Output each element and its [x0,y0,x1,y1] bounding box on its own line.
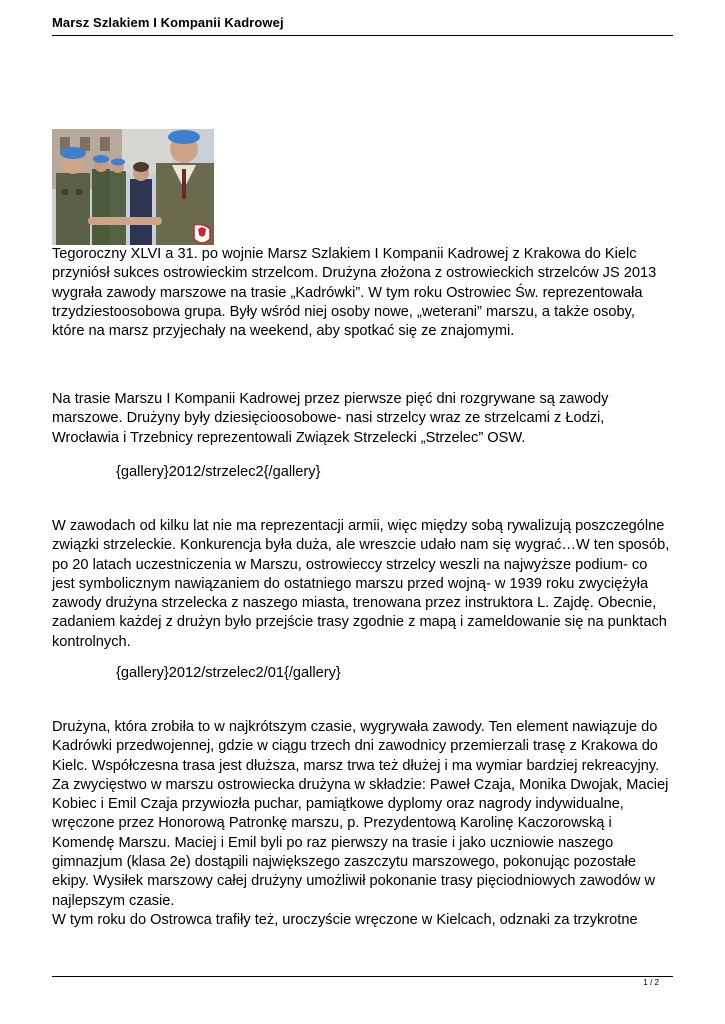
photo-soldiers-handshake-icon [52,129,214,245]
paragraph-text: Drużyna, która zrobiła to w najkrótszym czasie, wygrywała zawody. Ten element nawiązuje do Kadrówki przedwojennej, gdzie w ciągu trzech dni zawodnicy przemierzali trasę z Krakowa do Kielc. Współczesna trasa jest dłuższa, marsz trwa też dłużej i ma wymiar bardziej rekreacyjny. Za zwycięstwo w marszu ostrowiecka drużyna w składzie: Paweł Czaja, Monika Dwojak, Maciej Kobiec i Emil Czaja przywiozła puchar, pamiątkowe dyplomy oraz nagrody indywidualne, wręczone przez Honorową Patronkę marszu, p. Prezydentową Karolinę Kaczorowską i Komendę Marszu. Maciej i Emil byli po raz pierwszy na trasie i jako uczniowie naszego gimnazjum (klasa 2e) dostąpili największego zaszczytu marszowego, pokonując pozostałe ekipy. Wysiłek marszowy całej drużyny umożliwił pokonanie trasy pięciodniowych zawodów w najlepszym czasie. W tym roku do Ostrowca trafiły też, uroczyście wręczone w Kielcach, odznaki za trzykrotne [52,719,669,928]
gallery-tag-2: {gallery}2012/strzelec2/01{/gallery} [116,665,341,681]
paragraph-text: Tegoroczny XLVI a 31. po wojnie Marsz Szlakiem I Kompanii Kadrowej z Krakowa do Kielc przyniósł sukces ostrowieckim strzelcom. Drużyna złożona z ostrowieckich strzelców JS 2013 wygrała zawody marszowe na trasie „Kadrówki”. W tym roku Ostrowiec Św. reprezentowała trzydziestoosobowa grupa. Były wśród niej osoby nowe, „weterani” marszu, a także osoby, które na marsz przyjechały na weekend, aby spotkać się ze znajomymi. [52,246,657,340]
page-header-title: Marsz Szlakiem I Kompanii Kadrowej [52,15,284,30]
footer-divider [52,976,673,977]
article-paragraph-3 [52,517,677,652]
paragraph-text: Na trasie Marszu I Kompanii Kadrowej przez pierwsze pięć dni rozgrywane są zawody marszowe. Drużyny były dziesięcioosobowe- nasi strzelcy wraz ze strzelcami z Łodzi, Wrocławia i Trzebnicy reprezentowali Związek Strzelecki „Strzelec” OSW. [52,391,609,446]
page-number: 1 / 2 [643,978,659,987]
gallery-tag-1: {gallery}2012/strzelec2{/gallery} [116,464,321,480]
article-photo [52,129,214,245]
article-paragraph-2 [52,390,677,448]
paragraph-text: W zawodach od kilku lat nie ma reprezentacji armii, więc między sobą rywalizują poszczególne związki strzeleckie. Konkurencja była duża, ale wreszcie udało nam się wygrać…W ten sposób, po 20 latach uczestniczenia w Marszu, ostrowieccy strzelcy weszli na najwyższe podium- co jest symbolicznym nawiązaniem do ostatniego marszu przed wojną- w 1939 roku zwyciężyła zawody drużyna strzelecka z naszego miasta, trenowana przez instruktora L. Zajdę. Obecnie, zadaniem każdej z drużyn było przejście trasy zgodnie z mapą i zameldowanie się na punktach kontrolnych. [52,518,670,650]
article-paragraph-4 [52,718,677,930]
header-divider [52,35,673,36]
article-paragraph-1 [52,245,677,341]
